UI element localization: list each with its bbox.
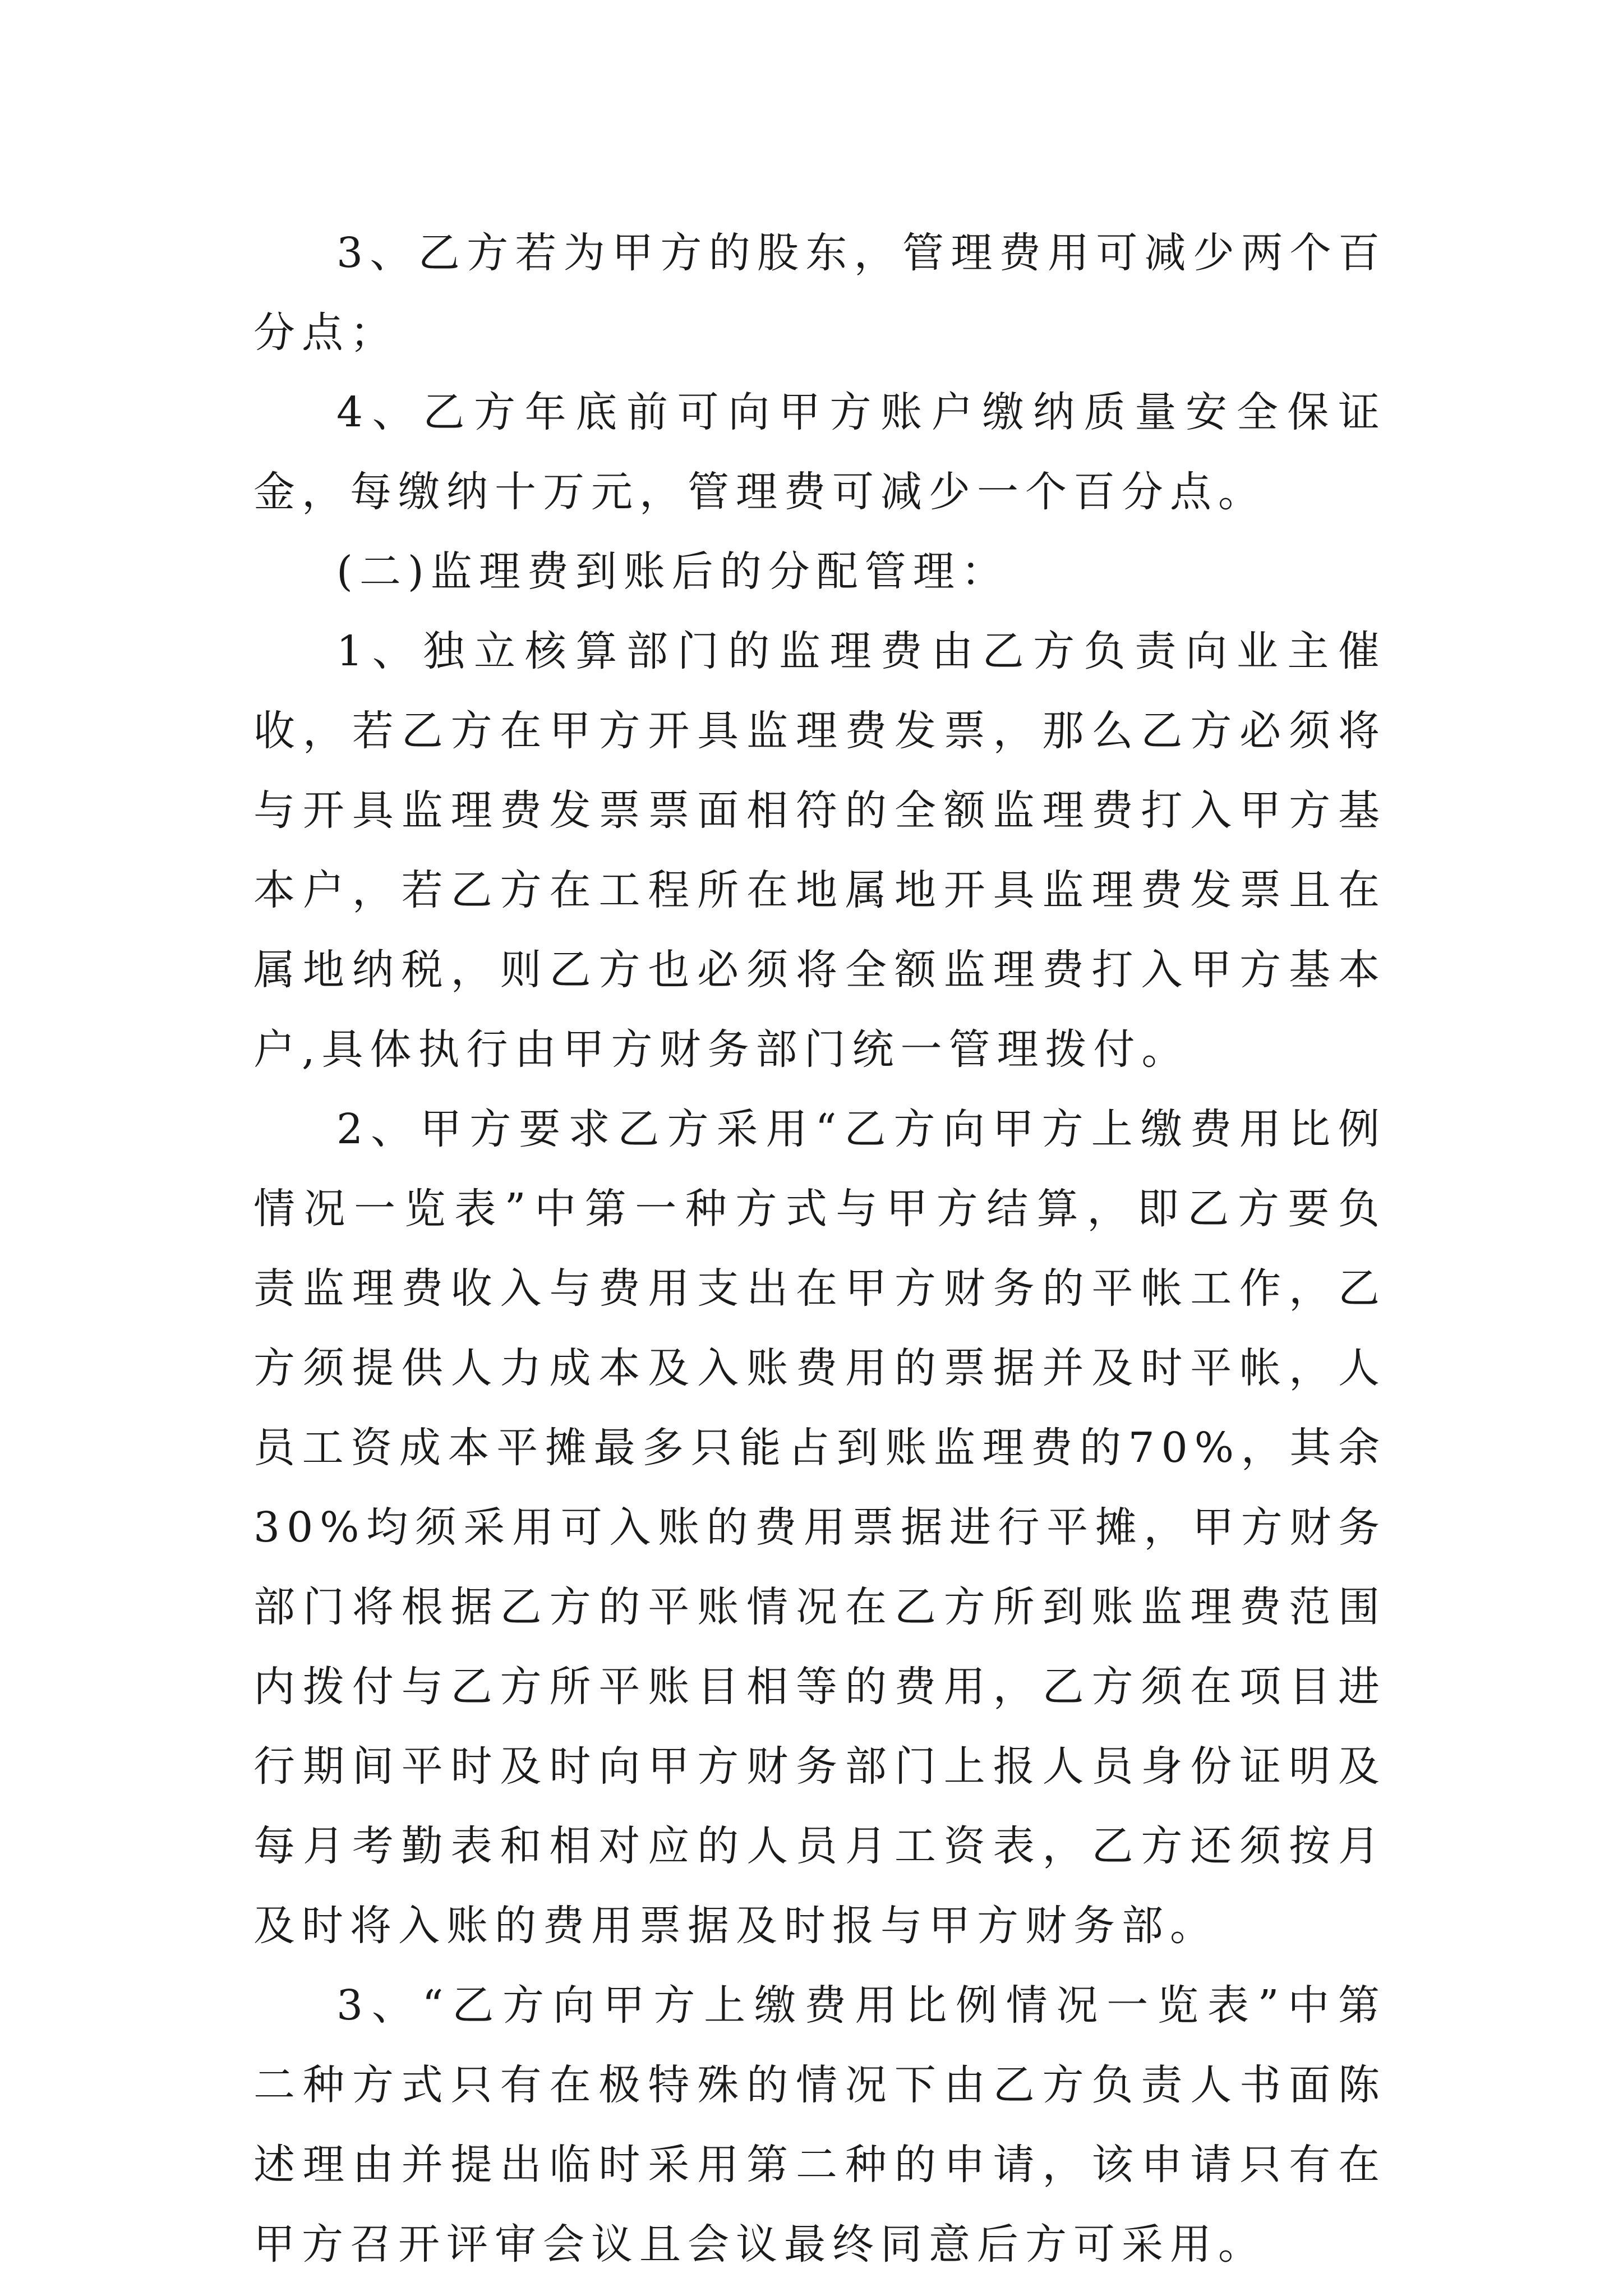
paragraph-clause-3-shareholder: 3、乙方若为甲方的股东，管理费用可减少两个百分点；	[253, 229, 1386, 357]
paragraph-clause-3-second-method: 3、“乙方向甲方上缴费用比例情况一览表”中第二种方式只有在极特殊的情况下由乙方负责人书面陈述理由并提出临时采用第二种的申请，该申请只有在甲方召开评审会议且会议最终同意后方可采用。	[253, 1981, 1386, 2269]
paragraph-clause-2-settlement: 2、甲方要求乙方采用“乙方向甲方上缴费用比例情况一览表”中第一种方式与甲方结算，即乙方要负责监理费收入与费用支出在甲方财务的平帐工作，乙方须提供人力成本及入账费用的票据并及时平帐，人员工资成本平摊最多只能占到账监理费的70%，其余30%均须采用可入账的费用票据进行平摊，甲方财务部门将根据乙方的平账情况在乙方所到账监理费范围内拨付与乙方所平账目相等的费用，乙方须在项目进行期间平时及时向甲方财务部门上报人员身份证明及每月考勤表和相对应的人员月工资表，乙方还须按月及时将入账的费用票据及时报与甲方财务部。	[253, 1105, 1386, 1950]
section-heading-fee-allocation: (二)监理费到账后的分配管理：	[336, 547, 1009, 596]
paragraph-clause-1-collection: 1、独立核算部门的监理费由乙方负责向业主催收，若乙方在甲方开具监理费发票，那么乙方必须将与开具监理费发票票面相符的全额监理费打入甲方基本户，若乙方在工程所在地属地开具监理费发票且在属地纳税，则乙方也必须将全额监理费打入甲方基本户,具体执行由甲方财务部门统一管理拨付。	[253, 627, 1386, 1074]
document-body	[253, 213, 1386, 2284]
paragraph-clause-4-deposit: 4、乙方年底前可向甲方账户缴纳质量安全保证金，每缴纳十万元，管理费可减少一个百分点。	[253, 388, 1386, 516]
